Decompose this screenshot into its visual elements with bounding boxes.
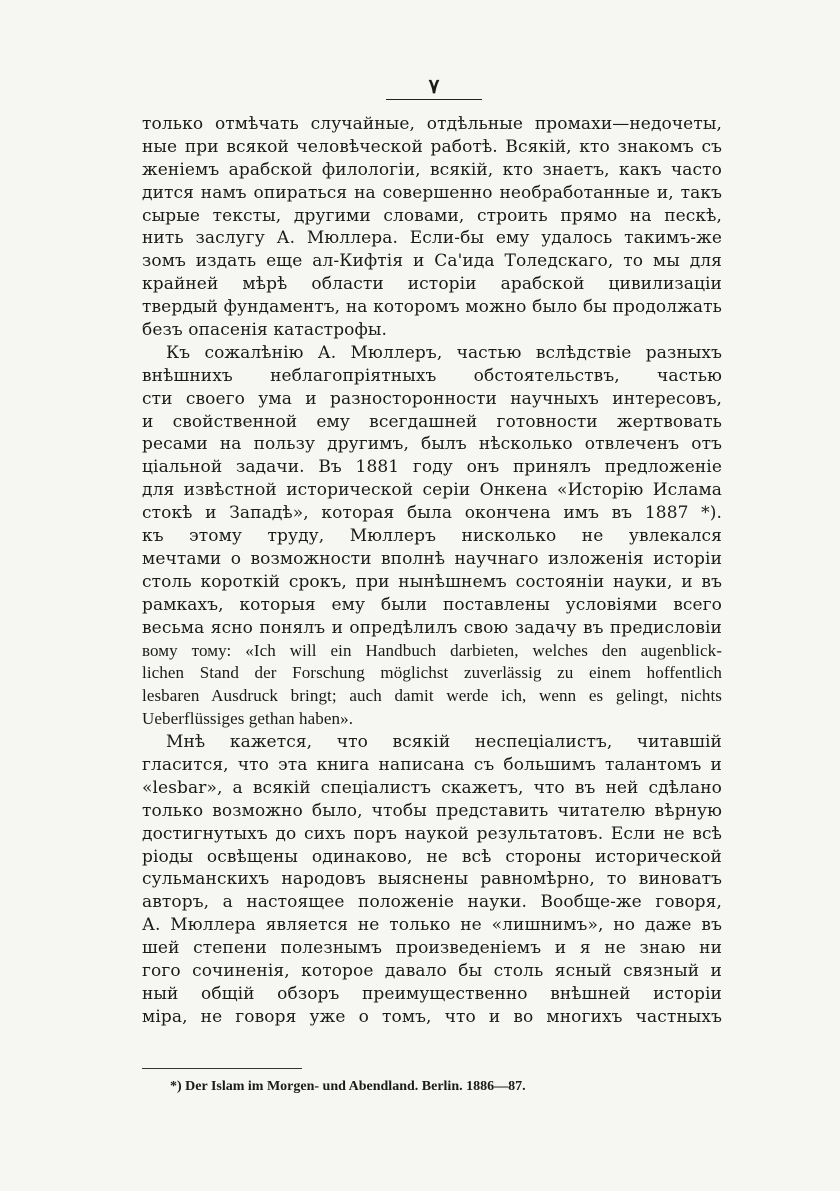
text-line: женіемъ арабской филологіи, всякій, кто знаетъ, какъ часто [142, 159, 722, 180]
text-line-paragraph-start: Къ сожалѣнію А. Мюллеръ, частью вслѣдствіе разныхъ [166, 342, 722, 363]
text-line: внѣшнихъ неблагопріятныхъ обстоятельствъ, частью [142, 365, 722, 386]
text-line: міра, не говоря уже о томъ, что и во многихъ частныхъ [142, 1006, 722, 1027]
text-line: гласится, что эта книга написана съ большимъ талантомъ и [142, 754, 722, 775]
text-line: сырые тексты, другими словами, строить прямо на пескѣ, [142, 205, 722, 226]
text-line: весьма ясно понялъ и опредѣлилъ свою задачу въ предисловіи [142, 617, 722, 638]
text-line: ресами на пользу другимъ, былъ нѣсколько отвлеченъ отъ [142, 434, 722, 455]
text-line: нить заслугу А. Мюллера. Если-бы ему удалось такимъ-же [142, 228, 722, 249]
text-line-paragraph-end: безъ опасенія катастрофы. [142, 320, 388, 341]
text-line-paragraph-end: Ueberflüssiges gethan haben». [142, 709, 354, 729]
text-line: сти своего ума и разносторонности научныхъ интересовъ, [142, 388, 722, 409]
text-line: ріоды освѣщены одинаково, не всѣ стороны исторической [142, 846, 722, 867]
text-line: къ этому труду, Мюллеръ нисколько не увлекался [142, 526, 722, 547]
text-line-paragraph-start: Мнѣ кажется, что всякій неспеціалистъ, читавшій [166, 732, 722, 753]
text-line: рамкахъ, которыя ему были поставлены условіями всего [142, 594, 722, 615]
text-line: шей степени полезнымъ произведеніемъ и я не знаю ни [142, 938, 722, 959]
page-number: ٧ [428, 74, 440, 98]
text-line: гого сочиненія, которое давало бы столь ясный связный и [142, 960, 722, 981]
text-line: только отмѣчать случайные, отдѣльные промахи—недочеты, [142, 114, 722, 134]
text-line: только возможно было, чтобы представить читателю вѣрную [142, 800, 722, 821]
text-line: достигнутыхъ до сихъ поръ наукой результатовъ. Если не всѣ [142, 823, 722, 844]
text-line: для извѣстной исторической серіи Онкена «Исторію Ислама [142, 480, 722, 501]
text-line: крайней мѣрѣ области исторіи арабской цивилизаціи [142, 274, 722, 295]
text-line: авторъ, а настоящее положеніе науки. Вообще-же говоря, [142, 892, 722, 913]
footnote: *) Der Islam im Morgen- und Abendland. Berlin. 1886—87. [170, 1079, 526, 1094]
text-line: стокѣ и Западѣ», которая была окончена имъ въ 1887 *). [142, 503, 722, 524]
text-line: ный общій обзоръ преимущественно внѣшней исторіи [142, 983, 722, 1004]
page-body-text [142, 113, 722, 1029]
text-line: «lesbar», а всякій спеціалистъ скажетъ, что въ ней сдѣлано [142, 777, 722, 798]
text-line: дится намъ опираться на совершенно необработанные и, такъ [142, 182, 722, 203]
text-line: твердый фундаментъ, на которомъ можно было бы продолжать [142, 297, 722, 318]
text-line: зомъ издать еще ал-Кифтія и Са'ида Толедскаго, то мы для [142, 251, 722, 272]
page-number-rule [386, 99, 482, 100]
text-line: ные при всякой человѣческой работѣ. Всякій, кто знакомъ съ [142, 136, 722, 157]
text-line: сульманскихъ народовъ выяснены равномѣрно, то виноватъ [142, 869, 722, 890]
text-line: А. Мюллера является не только не «лишнимъ», но даже въ [142, 915, 722, 936]
text-line: и свойственной ему всегдашней готовности жертвовать [142, 411, 722, 432]
text-line-german-quote: вому тому: «Ich will ein Handbuch darbieten, welches den augenblick- [142, 640, 722, 660]
text-line-german-quote: lichen Stand der Forschung möglichst zuverlässig zu einem hoffentlich [142, 663, 722, 683]
text-line-german-quote: lesbaren Ausdruck bringt; auch damit werde ich, wenn es gelingt, nichts [142, 686, 722, 706]
text-line: столь короткій срокъ, при нынѣшнемъ состояніи науки, и въ [142, 571, 722, 592]
text-line: мечтами о возможности вполнѣ научнаго изложенія исторіи [142, 548, 722, 569]
footnote-rule [142, 1068, 302, 1069]
text-line: ціальной задачи. Въ 1881 году онъ принялъ предложеніе [142, 457, 722, 478]
